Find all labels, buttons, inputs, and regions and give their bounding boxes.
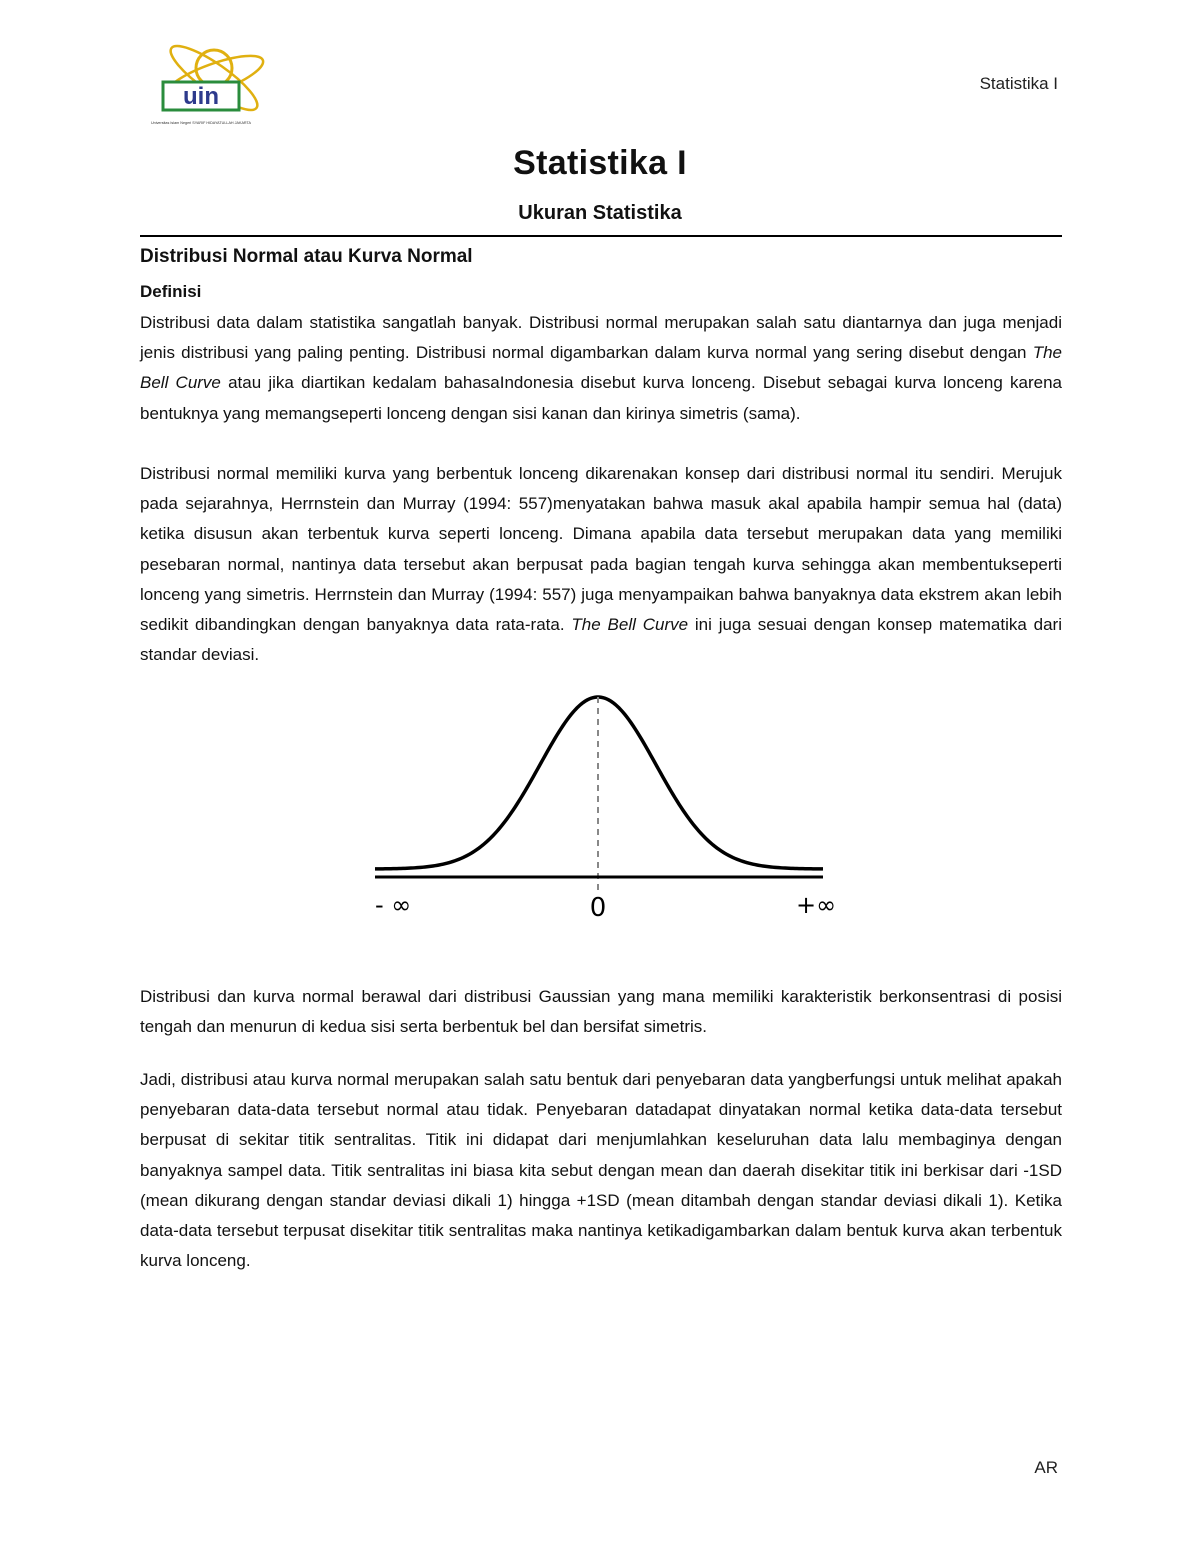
paragraph-history: Distribusi normal memiliki kurva yang berbentuk lonceng dikarenakan konsep dari distribusi normal itu sendiri. Merujuk pada sejarahnya, Herrnstein dan Murray (1994: 557)menyatakan bahwa masuk akal apabila hampir semua hal (data) ketika disusun akan terbentuk kurva seperti lonceng. Dimana apabila data tersebut merupakan data yang memiliki pesebaran normal, nantinya data tersebut akan berpusat pada bagian tengah kurva sehingga akan membentukseperti lonceng yang simetris. Herrnstein dan Murray (1994: 557) juga menyampaikan bahwa banyaknya data ekstrem akan lebih sedikit dibandingkan dengan banyaknya data rata-rata. The Bell Curve ini juga sesuai dengan konsep matematika dari standar deviasi.: [140, 464, 1062, 665]
paragraph-definition: Distribusi data dalam statistika sangatlah banyak. Distribusi normal merupakan salah satu diantarnya dan juga menjadi jenis distribusi yang paling penting. Distribusi normal digambarkan dalam kurva normal yang sering disebut dengan The Bell Curve atau jika diartikan kedalam bahasaIndonesia disebut kurva lonceng. Disebut sebagai kurva lonceng karena bentuknya yang memangseperti lonceng dengan sisi kanan dan kirinya simetris (sama).: [140, 313, 1062, 423]
page-subtitle: Ukuran Statistika: [518, 202, 682, 224]
paragraph-conclusion: Jadi, distribusi atau kurva normal merupakan salah satu bentuk dari penyebaran data yangberfungsi untuk melihat apakah penyebaran data-data tersebut normal atau tidak. Penyebaran datadapat dinyatakan normal ketika data-data tersebut berpusat di sekitar titik sentralitas. Titik ini didapat dari menjumlahkan keseluruhan data lalu membaginya dengan banyaknya sampel data. Titik sentralitas ini biasa kita sebut dengan mean dan daerah disekitar titik ini berkisar dari -1SD (mean dikurang dengan standar deviasi dikali 1) hingga +1SD (mean ditambah dengan standar deviasi dikali 1). Ketika data-data tersebut terpusat disekitar titik sentralitas maka nantinya ketikadigambarkan dalam bentuk kurva akan terbentuk kurva lonceng.: [140, 1070, 1062, 1271]
footer-initials: AR: [1034, 1458, 1058, 1477]
subsection-heading: Definisi: [140, 282, 202, 301]
page-title: Statistika I: [513, 144, 687, 182]
axis-label-left: - ∞: [375, 891, 412, 919]
running-header: Statistika I: [979, 74, 1058, 93]
bell-curve-figure: [375, 687, 837, 923]
axis-label-center: 0: [589, 893, 607, 923]
logo-wordmark: uin: [183, 83, 219, 110]
paragraph-gaussian: Distribusi dan kurva normal berawal dari distribusi Gaussian yang mana memiliki karakteristik berkonsentrasi di posisi tengah dan menurun di kedua sisi serta berbentuk bel dan bersifat simetris.: [140, 987, 1062, 1037]
title-divider: [140, 235, 1062, 237]
logo-caption: Universitas Islam Negeri SYARIF HIDAYATULLAH JAKARTA: [151, 121, 252, 125]
university-logo: [151, 38, 273, 134]
axis-label-right: +∞: [796, 891, 837, 919]
section-heading: Distribusi Normal atau Kurva Normal: [140, 246, 473, 267]
